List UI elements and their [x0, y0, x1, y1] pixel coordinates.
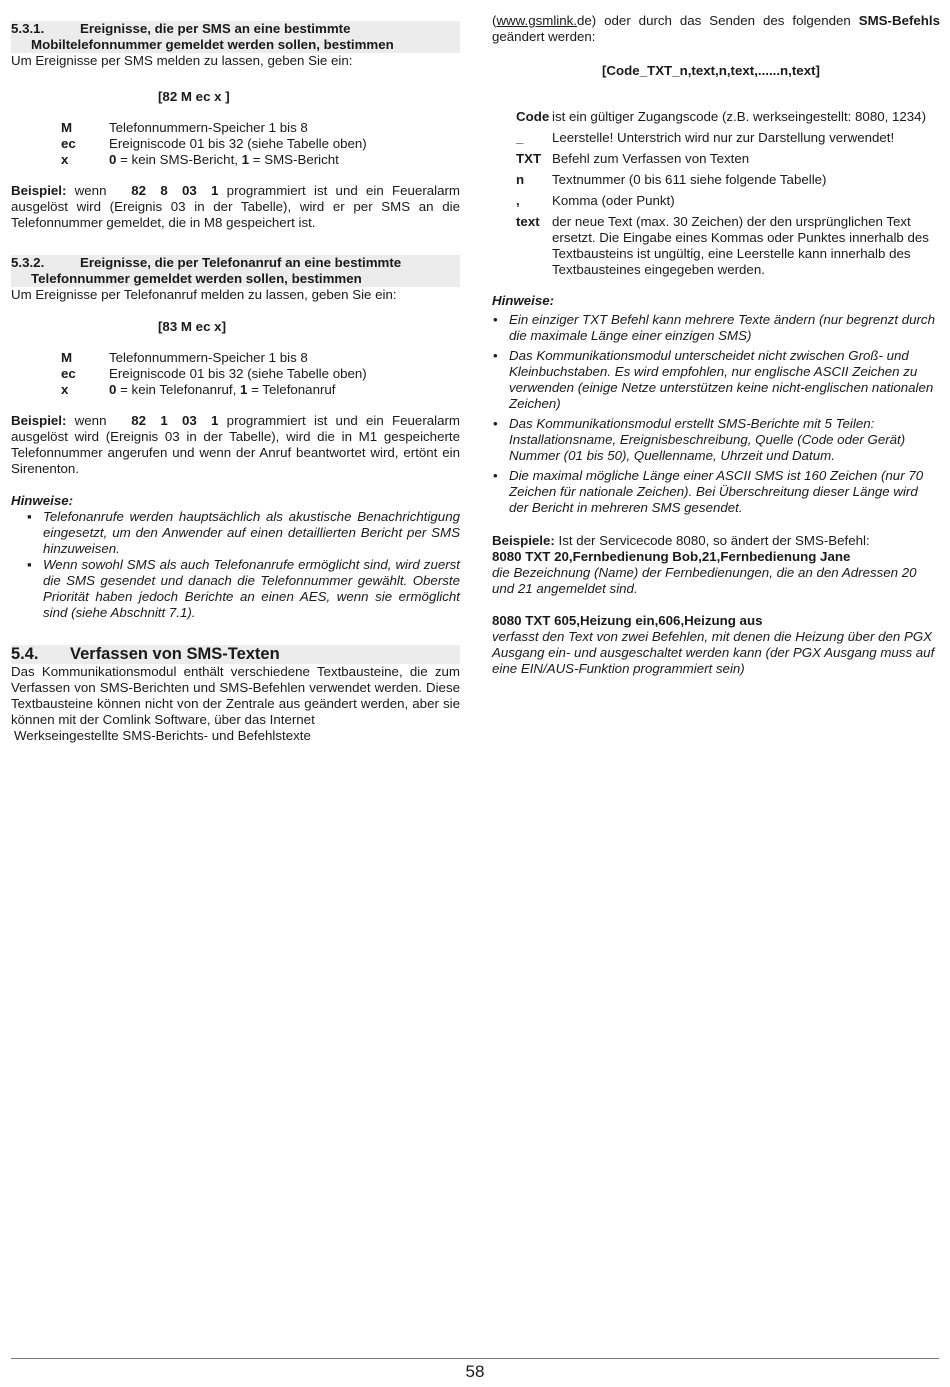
section-intro: Um Ereignisse per Telefonanruf melden zu lassen, geben Sie ein:: [11, 287, 397, 302]
notes-title: Hinweise:: [492, 293, 555, 308]
parameter-key: ec: [61, 136, 76, 151]
example-label: Beispiel:: [11, 183, 67, 198]
definition-row: [516, 151, 936, 172]
section-title-line1: Ereignisse, die per SMS an eine bestimmte: [80, 21, 351, 36]
example-pre: wenn: [66, 413, 115, 428]
parameter-value: Ereigniscode 01 bis 32 (siehe Tabelle oben): [109, 366, 367, 381]
parameter-value: Telefonnummern-Speicher 1 bis 8: [109, 350, 308, 365]
gsmlink-link[interactable]: www.gsmlink.: [496, 13, 577, 28]
note-item: ▪ Telefonanrufe werden hauptsächlich als akustische Benachrichtigung eingesetzt, um den Anwender auf einen detaillierten Bericht per SMS hinzuweisen.: [43, 509, 460, 557]
parameter-row: [61, 152, 367, 168]
definition-row: [516, 214, 936, 283]
section-5-3-2-heading: [11, 255, 460, 287]
right-column: [492, 0, 940, 677]
definition-key: n: [516, 172, 525, 187]
command-syntax: [Code_TXT_n,text,n,text,......n,text]: [602, 63, 820, 78]
page-number: 58: [465, 1362, 485, 1381]
value-one: 1: [241, 152, 250, 167]
definition-value: Komma (oder Punkt): [552, 193, 675, 208]
parameter-value: Ereigniscode 01 bis 32 (siehe Tabelle oben): [109, 136, 367, 151]
example-label: Beispiel:: [11, 413, 67, 428]
definition-row: [516, 172, 936, 193]
definition-table: [516, 109, 936, 283]
value-one: 1: [239, 382, 248, 397]
parameter-row: [61, 136, 367, 152]
parameter-value: [109, 152, 367, 168]
definition-key: _: [516, 130, 524, 145]
section-number: 5.3.2.: [11, 255, 45, 270]
parameter-key: x: [61, 382, 69, 397]
value-text: = SMS-Bericht: [249, 152, 339, 167]
example-text: programmiert ist und ein Feueralarm ausgelöst wird (Ereignis 03 in der Tabelle), wird die in M1 gespeicherte Telefonnummer angerufen und wenn der Anruf beantwortet wird, ertönt ein Sirenenton.: [11, 413, 460, 476]
notes-list: [492, 312, 940, 516]
example-description: die Bezeichnung (Name) der Fernbedienungen, die an den Adressen 20 und 21 angemeldet sind.: [492, 565, 917, 596]
definition-value: Befehl zum Verfassen von Texten: [552, 151, 750, 166]
notes-title: Hinweise:: [11, 493, 74, 508]
section-intro: Um Ereignisse per SMS melden zu lassen, geben Sie ein:: [11, 53, 353, 68]
table-caption: Werkseingestellte SMS-Berichts- und Befehlstexte: [14, 728, 311, 743]
definition-key: ,: [516, 193, 520, 208]
paren-open: (: [492, 13, 497, 28]
parameter-value: [109, 382, 367, 398]
note-item: • Ein einziger TXT Befehl kann mehrere Texte ändern (nur begrenzt durch die maximale Länge einer einzigen SMS): [509, 312, 940, 344]
parameter-key: M: [61, 120, 73, 135]
definition-value: der neue Text (max. 30 Zeichen) der den ursprünglichen Text ersetzt. Die Eingabe eines Kommas oder Punktes innerhalb des Textbausteins ist ungültig, eine Leerstelle kann innerhalb des Textbausteines eingegeben werden.: [552, 214, 929, 277]
example-command: 8080 TXT 605,Heizung ein,606,Heizung aus: [492, 613, 763, 628]
footer-rule: [11, 1358, 939, 1359]
section-number: 5.4.: [11, 645, 39, 663]
notes-list: [11, 509, 460, 621]
parameter-row: [61, 382, 367, 398]
example-code: 82 8 03 1: [131, 183, 219, 198]
note-item: ▪ Wenn sowohl SMS als auch Telefonanrufe ermöglicht sind, wird zuerst die SMS gesendet und danach die Telefonnummer gewählt. Oberste Priorität haben jedoch Berichte an einen AES, wenn sie ermöglicht sind (siehe Abschnitt 7.1).: [43, 557, 460, 621]
value-zero: 0: [109, 152, 117, 167]
examples-text: Ist der Servicecode 8080, so ändert der SMS-Befehl:: [554, 533, 870, 548]
command-syntax: [83 M ec x]: [158, 319, 226, 334]
intro-end: geändert werden:: [492, 29, 596, 44]
section-text: Das Kommunikationsmodul enthält verschiedene Textbausteine, die zum Verfassen von SMS-Berichten und SMS-Befehlen verwendet werden. Diese Textbausteine können nicht von der Zentrale aus geändert werden, aber sie können mit der Comlink Software, über das Internet: [11, 664, 460, 727]
example-paragraph: [11, 413, 460, 477]
example-pre: wenn: [66, 183, 115, 198]
examples-label: Beispiele:: [492, 533, 555, 548]
parameter-key: x: [61, 152, 69, 167]
definition-value: Leerstelle! Unterstrich wird nur zur Darstellung verwendet!: [552, 130, 895, 145]
parameter-row: [61, 366, 367, 382]
section-title-line2: Telefonnummer gemeldet werden sollen, bestimmen: [31, 271, 362, 286]
parameter-key: M: [61, 350, 73, 365]
section-5-3-1-heading: [11, 21, 460, 53]
definition-key: text: [516, 214, 540, 229]
example-text: programmiert ist und ein Feueralarm ausgelöst wird (Ereignis 03 in der Tabelle), wird er per SMS an die Telefonnummer gemeldet, die in M8 gespeichert ist.: [11, 183, 460, 230]
note-item: • Das Kommunikationsmodul unterscheidet nicht zwischen Groß- und Kleinbuchstaben. Es wird empfohlen, nur englische ASCII Zeichen zu verwenden (einige Netze unterstützen keine nicht-englischen nationalen Zeichen): [509, 348, 940, 412]
intro-text: de) oder durch das Senden des folgenden: [576, 13, 859, 28]
definition-key: TXT: [516, 151, 542, 166]
definition-value: ist ein gültiger Zugangscode (z.B. werkseingestellt: 8080, 1234): [552, 109, 927, 124]
intro-bold: SMS-Befehls: [858, 13, 940, 28]
example-code: 82 1 03 1: [131, 413, 219, 428]
section-title-line2: Mobiltelefonnummer gemeldet werden sollen, bestimmen: [31, 37, 394, 52]
definition-value: Textnummer (0 bis 611 siehe folgende Tabelle): [552, 172, 827, 187]
definition-row: [516, 130, 936, 151]
example-command: 8080 TXT 20,Fernbedienung Bob,21,Fernbedienung Jane: [492, 549, 851, 564]
example-description: verfasst den Text von zwei Befehlen, mit denen die Heizung über den PGX Ausgang ein- und ausgeschaltet werden kann (der PGX Ausgang muss auf eine EIN/AUS-Funktion programmiert sein): [492, 629, 935, 676]
value-text: = Telefonanruf: [247, 382, 336, 397]
value-text: = kein Telefonanruf,: [116, 382, 240, 397]
parameter-table: [61, 350, 367, 398]
value-zero: 0: [109, 382, 117, 397]
left-column: [11, 0, 460, 744]
section-number: 5.3.1.: [11, 21, 45, 36]
definition-row: [516, 193, 936, 214]
section-title: Verfassen von SMS-Texten: [70, 645, 280, 663]
command-syntax: [82 M ec x ]: [158, 89, 230, 104]
example-paragraph: [11, 183, 460, 231]
section-5-4-heading: [11, 645, 460, 664]
parameter-table: [61, 120, 367, 168]
parameter-row: [61, 350, 367, 366]
note-item: • Das Kommunikationsmodul erstellt SMS-Berichte mit 5 Teilen: Installationsname, Ereignisbeschreibung, Quelle (Code oder Gerät) Nummer (01 bis 50), Quellenname, Uhrzeit und Datum.: [509, 416, 940, 464]
parameter-value: Telefonnummern-Speicher 1 bis 8: [109, 120, 308, 135]
definition-row: [516, 109, 936, 130]
section-title-line1: Ereignisse, die per Telefonanruf an eine bestimmte: [80, 255, 402, 270]
examples-intro: [492, 533, 940, 549]
parameter-row: [61, 120, 367, 136]
definition-key: Code: [516, 109, 550, 124]
intro-paragraph: [492, 13, 940, 45]
parameter-key: ec: [61, 366, 76, 381]
value-text: = kein SMS-Bericht,: [116, 152, 242, 167]
note-item: • Die maximal mögliche Länge einer ASCII SMS ist 160 Zeichen (nur 70 Zeichen für nationale Zeichen). Bei Überschreitung dieser Länge wird der Bericht in mehreren SMS gesendet.: [509, 468, 940, 516]
